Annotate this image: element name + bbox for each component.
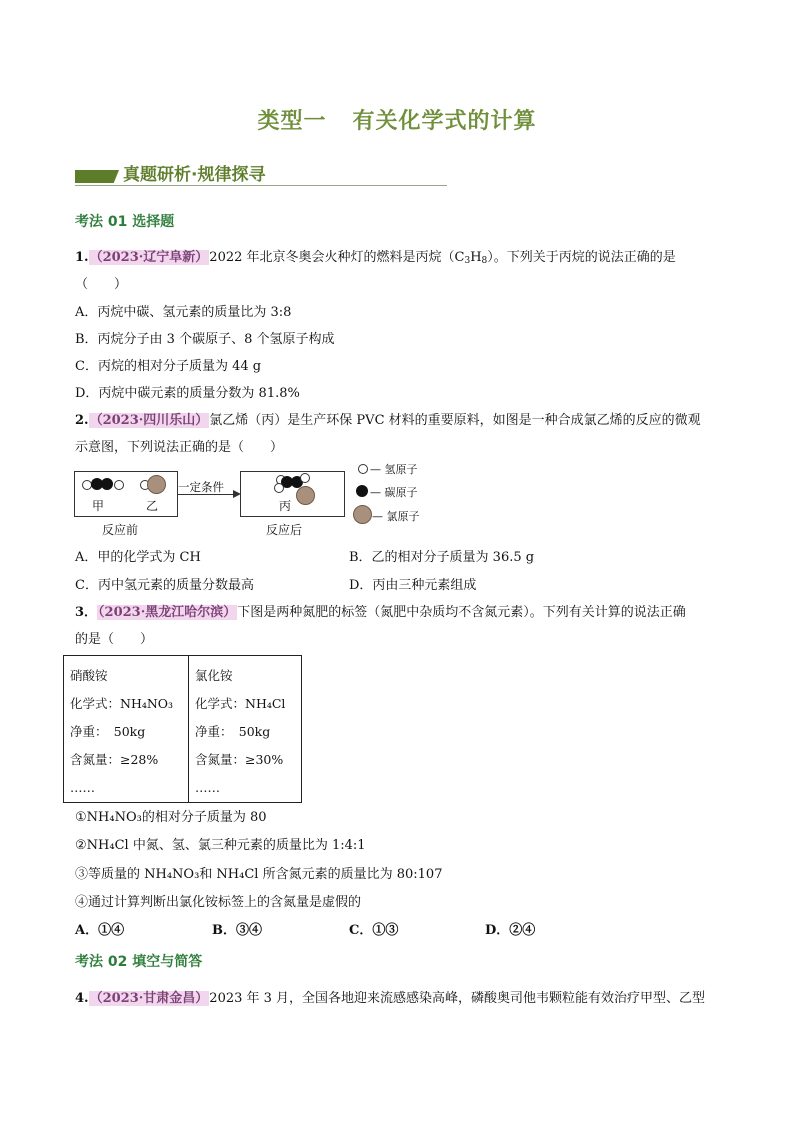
q1-option-c: C．丙烷的相对分子质量为 44 g — [75, 359, 262, 374]
cl-atom-icon — [296, 486, 315, 505]
label-condition: 一定条件 — [178, 480, 224, 494]
q1-text: 2022 年北京冬奥会火种灯的燃料是丙烷（C — [209, 250, 465, 265]
cl-atom-icon — [147, 475, 166, 494]
banner-underline — [75, 185, 447, 186]
legend-c-icon — [356, 485, 368, 497]
q2-stem — [75, 409, 701, 428]
title-part2: 有关化学式的计算 — [352, 109, 537, 134]
q4-source-tag: （2023·甘肃金昌） — [89, 991, 209, 1006]
right-formula-label: 化学式： — [195, 696, 246, 711]
left-formula-label: 化学式： — [70, 696, 121, 711]
right-name: 氯化铵 — [195, 668, 233, 683]
q2-source-tag: （2023·四川乐山） — [89, 413, 209, 428]
q1-sub: 3 — [464, 256, 471, 266]
q3-option-b: B．③④ — [212, 923, 262, 938]
label-nh4no3 — [64, 656, 189, 803]
q2-text: 氯乙烯（丙）是生产环保 PVC 材料的重要原料，如图是一种合成氯乙烯的反应的微观 — [209, 413, 701, 428]
right-nitrogen: 含氮量：≥30% — [195, 752, 284, 767]
right-weight: 净重： 50kg — [195, 724, 271, 739]
q1-paren: （ ） — [75, 277, 128, 292]
section-heading-choice: 考法 01 选择题 — [75, 214, 175, 230]
q2-option-c: C．丙中氢元素的质量分数最高 — [75, 578, 254, 593]
q3-option-d: D．②④ — [485, 923, 536, 938]
q1-option-a: A．丙烷中碳、氢元素的质量比为 3:8 — [75, 305, 292, 320]
q3-statement-1: ①NH₄NO₃的相对分子质量为 80 — [75, 810, 267, 825]
c-atom-icon — [101, 478, 113, 490]
legend-c: 碳原子 — [384, 486, 418, 499]
q4-number: 4. — [75, 991, 89, 1006]
banner-text: 真题研析·规律探寻 — [123, 165, 266, 185]
q1-option-b: B．丙烷分子由 3 个碳原子、8 个氢原子构成 — [75, 332, 335, 347]
title-part1: 类型一 — [257, 109, 327, 134]
left-formula-row — [70, 690, 182, 718]
left-weight: 净重： 50kg — [70, 724, 146, 739]
q2-text-line2: 示意图，下列说法正确的是（ ） — [75, 440, 284, 455]
q3-option-c: C．①③ — [349, 923, 399, 938]
banner-bar-icon — [75, 170, 119, 183]
q1-stem — [75, 246, 676, 266]
q1-sub2: 8 — [481, 256, 488, 266]
q2-option-d: D．丙由三种元素组成 — [349, 578, 477, 593]
q3-text: 下图是两种氮肥的标签（氮肥中杂质均不含氮元素）。下列有关计算的说法正确 — [237, 605, 686, 620]
q3-stem — [75, 601, 686, 620]
q1-option-d: D．丙烷中碳元素的质量分数为 81.8% — [75, 386, 300, 401]
arrow-line — [177, 494, 233, 495]
right-formula: NH₄Cl — [245, 696, 286, 711]
legend-cl: 氯原子 — [386, 510, 420, 523]
q1-source-tag: （2023·辽宁阜新） — [89, 250, 209, 265]
q3-statement-4: ④通过计算判断出氯化铵标签上的含氮量是虚假的 — [75, 895, 362, 910]
q4-stem — [75, 987, 705, 1006]
q3-text-line2: 的是（ ） — [75, 632, 154, 647]
label-before: 反应前 — [102, 523, 139, 537]
q2-option-b: B．乙的相对分子质量为 36.5 g — [349, 550, 535, 565]
label-bing: 丙 — [279, 499, 292, 513]
left-formula: NH₄NO₃ — [120, 696, 174, 711]
label-yi: 乙 — [146, 499, 159, 513]
legend-h: 氢原子 — [384, 463, 418, 476]
right-formula-row — [195, 690, 295, 718]
left-nitrogen: 含氮量：≥28% — [70, 752, 159, 767]
label-nh4cl — [189, 656, 302, 803]
q2-option-a: A．甲的化学式为 CH — [75, 550, 201, 565]
legend-h-icon — [358, 464, 368, 474]
left-more: …… — [70, 780, 95, 795]
q3-option-a: A．①④ — [75, 923, 125, 938]
q2-number: 2. — [75, 413, 89, 428]
h-atom-icon — [300, 473, 310, 483]
label-after: 反应后 — [266, 523, 303, 537]
fertilizer-label-table — [63, 655, 302, 803]
right-more: …… — [195, 780, 220, 795]
q3-statement-2: ②NH₄Cl 中氮、氢、氯三种元素的质量比为 1:4:1 — [75, 838, 366, 853]
h-atom-icon — [274, 483, 284, 493]
h-atom-icon — [114, 480, 124, 490]
page-title — [0, 104, 794, 135]
q4-text: 2023 年 3 月，全国各地迎来流感感染高峰，磷酸奥司他韦颗粒能有效治疗甲型、乙型 — [209, 991, 706, 1006]
left-name: 硝酸铵 — [70, 668, 108, 683]
label-jia: 甲 — [92, 499, 105, 513]
q3-source-tag: （2023·黑龙江哈尔滨） — [98, 605, 237, 620]
q1-text-h: H — [470, 250, 482, 265]
q1-number: 1. — [75, 250, 89, 265]
q1-text-end: ）。下列关于丙烷的说法正确的是 — [487, 250, 676, 265]
reaction-diagram: 甲 乙 反应前 一定条件 丙 反应后 — 氢原子 — 碳原子 — 氯原子 — [74, 461, 494, 541]
section-heading-fill: 考法 02 填空与简答 — [75, 954, 203, 970]
q3-number: 3． — [75, 605, 98, 620]
q3-statement-3: ③等质量的 NH₄NO₃和 NH₄Cl 所含氮元素的质量比为 80:107 — [75, 867, 443, 882]
section-banner — [75, 160, 447, 190]
legend-cl-icon — [353, 505, 372, 524]
